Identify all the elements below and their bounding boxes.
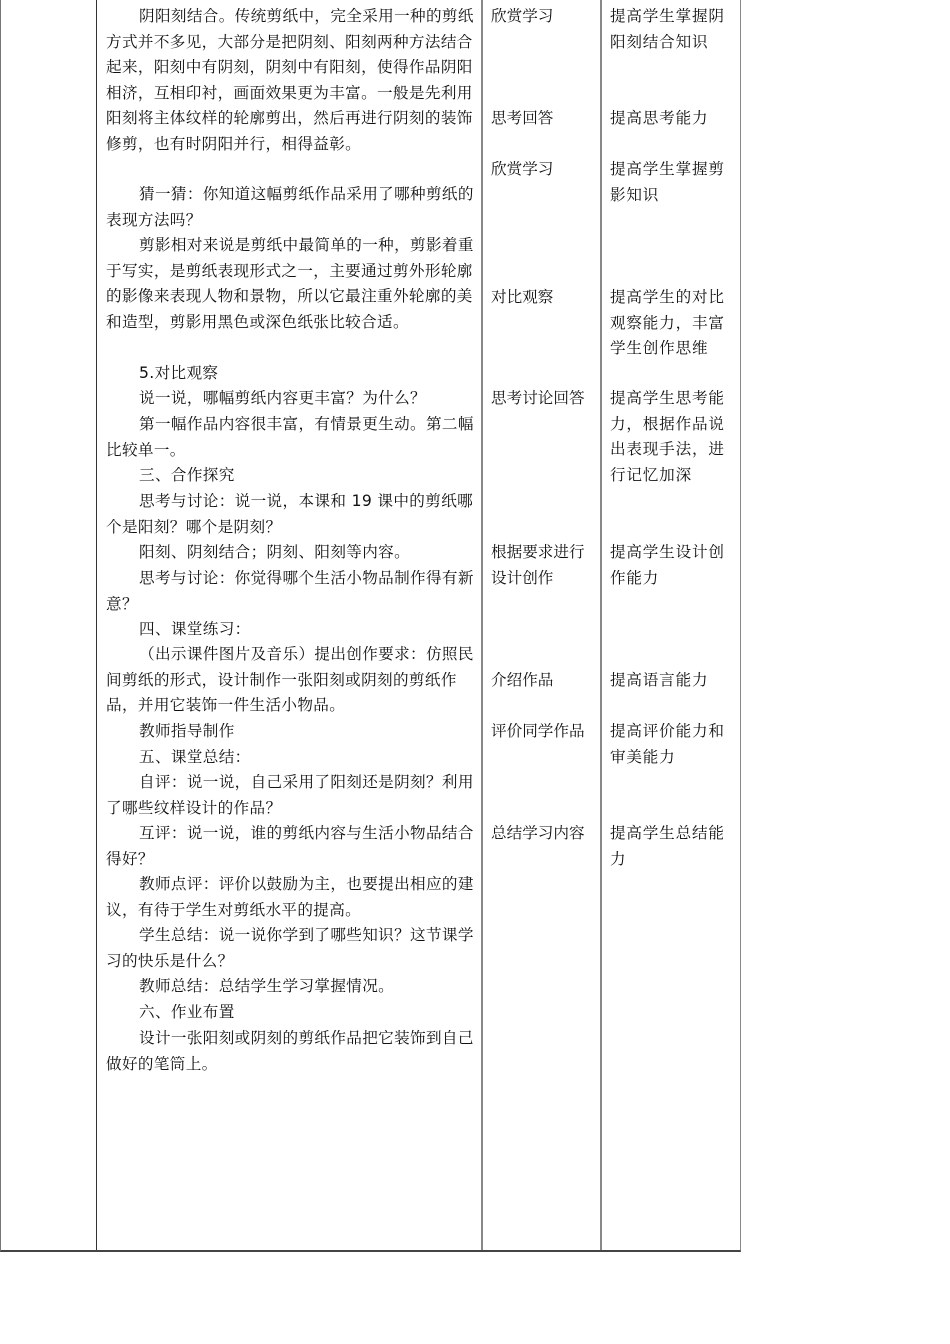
design-intent-text: 提高学生思考能力，根据作品说出表现手法，进行记忆加深 bbox=[610, 389, 725, 484]
content-paragraph: 5.对比观察 bbox=[139, 364, 219, 382]
content-paragraph: 阳刻、阴刻结合；阴刻、阳刻等内容。 bbox=[139, 543, 411, 561]
stage-column bbox=[1, 0, 96, 1250]
content-paragraph: 四、课堂练习： bbox=[139, 620, 251, 638]
student-activity-text: 思考讨论回答 bbox=[491, 389, 585, 407]
content-paragraph: 教师点评：评价以鼓励为主，也要提出相应的建议，有待于学生对剪纸水平的提高。 bbox=[106, 875, 474, 919]
student-activity-text: 评价同学作品 bbox=[491, 722, 585, 740]
design-intent-text: 提高评价能力和审美能力 bbox=[610, 722, 725, 766]
content-paragraph: 猜一猜：你知道这幅剪纸作品采用了哪种剪纸的表现方法吗？ bbox=[106, 185, 474, 229]
content-paragraph: 阴阳刻结合。传统剪纸中，完全采用一种的剪纸方式并不多见，大部分是把阴刻、阳刻两种方法结合起来，阳刻中有阴刻，阴刻中有阳刻，使得作品阴阳相济，互相印衬，画面效果更为丰富。一般是先利用阳刻将主体纹样的轮廓剪出，然后再进行阴刻的装饰修剪，也有时阴阳并行，相得益彰。 bbox=[106, 7, 474, 153]
student-activity-text: 根据要求进行设计创作 bbox=[491, 543, 585, 587]
content-paragraph: 教师指导制作 bbox=[139, 722, 235, 740]
design-intent-text: 提高学生掌握剪影知识 bbox=[610, 160, 725, 204]
content-paragraph: 学生总结：说一说你学到了哪些知识？这节课学习的快乐是什么？ bbox=[106, 926, 474, 970]
student-activity-text: 思考回答 bbox=[491, 109, 554, 127]
student-activity-text: 介绍作品 bbox=[491, 671, 554, 689]
student-activity-text: 欣赏学习 bbox=[491, 7, 554, 25]
content-paragraph: 三、合作探究 bbox=[139, 466, 235, 484]
content-paragraph: 五、课堂总结： bbox=[139, 748, 251, 766]
design-intent-column bbox=[600, 0, 741, 1250]
student-activity-text: 总结学习内容 bbox=[491, 824, 585, 842]
design-intent-text: 提高学生设计创作能力 bbox=[610, 543, 725, 587]
design-intent-text: 提高学生总结能力 bbox=[610, 824, 725, 868]
content-paragraph: 思考与讨论：说一说，本课和 19 课中的剪纸哪个是阳刻？哪个是阴刻？ bbox=[106, 492, 474, 536]
student-activity-text: 对比观察 bbox=[491, 288, 554, 306]
content-paragraph: 六、作业布置 bbox=[139, 1003, 235, 1021]
content-paragraph: 说一说，哪幅剪纸内容更丰富？为什么？ bbox=[139, 389, 426, 407]
content-paragraph: 自评：说一说，自己采用了阳刻还是阴刻？利用了哪些纹样设计的作品？ bbox=[106, 773, 474, 817]
design-intent-text: 提高思考能力 bbox=[610, 109, 709, 127]
content-paragraph: 互评：说一说，谁的剪纸内容与生活小物品结合得好？ bbox=[106, 824, 474, 868]
student-activity-column bbox=[481, 0, 600, 1250]
content-paragraph: （出示课件图片及音乐）提出创作要求：仿照民间剪纸的形式，设计制作一张阳刻或阴刻的剪纸作品，并用它装饰一件生活小物品。 bbox=[106, 645, 474, 715]
design-intent-text: 提高学生掌握阴阳刻结合知识 bbox=[610, 7, 725, 51]
design-intent-text: 提高语言能力 bbox=[610, 671, 709, 689]
student-activity-text: 欣赏学习 bbox=[491, 160, 554, 178]
teaching-content-column bbox=[96, 0, 481, 1250]
content-paragraph: 剪影相对来说是剪纸中最简单的一种，剪影着重于写实，是剪纸表现形式之一，主要通过剪外形轮廓的影像来表现人物和景物，所以它最注重外轮廓的美和造型，剪影用黑色或深色纸张比较合适。 bbox=[106, 236, 474, 331]
content-paragraph: 第一幅作品内容很丰富，有情景更生动。第二幅比较单一。 bbox=[106, 415, 474, 459]
design-intent-text: 提高学生的对比观察能力，丰富学生创作思维 bbox=[610, 288, 725, 358]
content-paragraph: 思考与讨论：你觉得哪个生活小物品制作得有新意？ bbox=[106, 569, 474, 613]
content-paragraph: 教师总结：总结学生学习掌握情况。 bbox=[139, 977, 395, 995]
content-paragraph: 设计一张阳刻或阴刻的剪纸作品把它装饰到自己做好的笔筒上。 bbox=[106, 1029, 474, 1073]
